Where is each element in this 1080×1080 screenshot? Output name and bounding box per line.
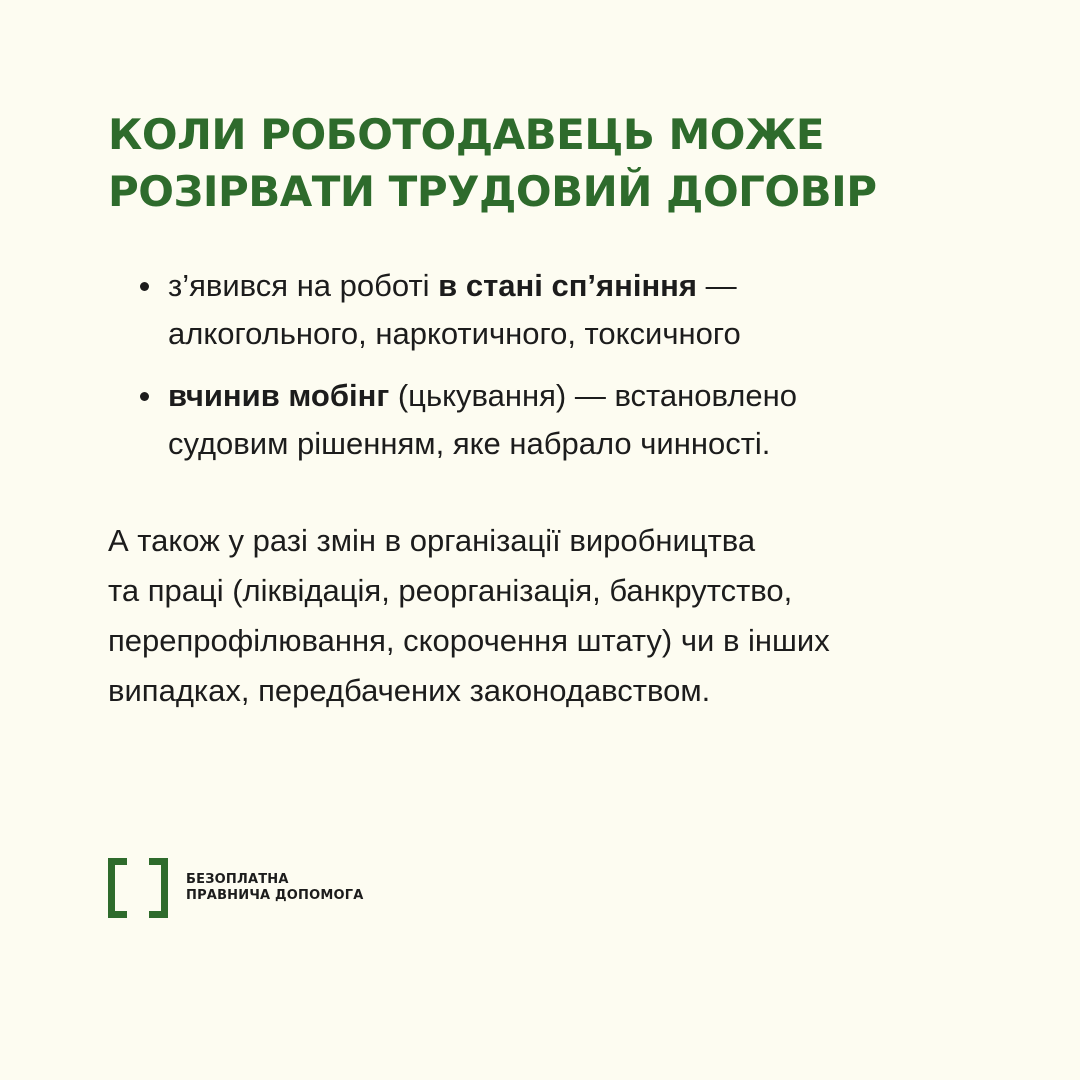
logo-left-bracket-icon [108, 858, 127, 918]
logo-text-line-1: БЕЗОПЛАТНА [186, 872, 289, 887]
logo-right-bracket-icon [149, 858, 168, 918]
body-paragraph [108, 516, 1008, 716]
bullet-list [108, 262, 988, 482]
logo-text-line-2: ПРАВНИЧА ДОПОМОГА [186, 888, 364, 903]
title-line-2: РОЗІРВАТИ ТРУДОВИЙ ДОГОВІР [108, 167, 877, 216]
bullet-icon [140, 282, 149, 291]
logo [108, 858, 364, 918]
paragraph-line-3: перепрофілювання, скорочення штату) чи в інших [108, 623, 830, 658]
bullet-2-line-2: судовим рішенням, яке набрало чинності. [168, 426, 771, 461]
bullet-icon [140, 392, 149, 401]
list-item [108, 372, 988, 468]
bullet-1-line-1 [168, 262, 988, 310]
bullet-1-line-2: алкогольного, наркотичного, токсичного [168, 316, 741, 351]
bullet-1-text: з’явився на роботі [168, 268, 439, 303]
paragraph-line-1: А також у разі змін в організації виробництва [108, 523, 756, 558]
paragraph-line-2: та праці (ліквідація, реорганізація, банкрутство, [108, 573, 793, 608]
bullet-1-dash: — [697, 268, 737, 303]
title-line-1: КОЛИ РОБОТОДАВЕЦЬ МОЖЕ [108, 110, 825, 159]
logo-text [186, 872, 364, 904]
bullet-2-line-1 [168, 372, 988, 420]
bullet-1-bold: в стані сп’яніння [438, 268, 697, 303]
list-item [108, 262, 988, 358]
bullet-2-bold: вчинив мобінг [168, 378, 390, 413]
page-title [108, 106, 968, 220]
bullet-2-text: (цькування) — встановлено [389, 378, 797, 413]
paragraph-line-4: випадках, передбачених законодавством. [108, 673, 711, 708]
